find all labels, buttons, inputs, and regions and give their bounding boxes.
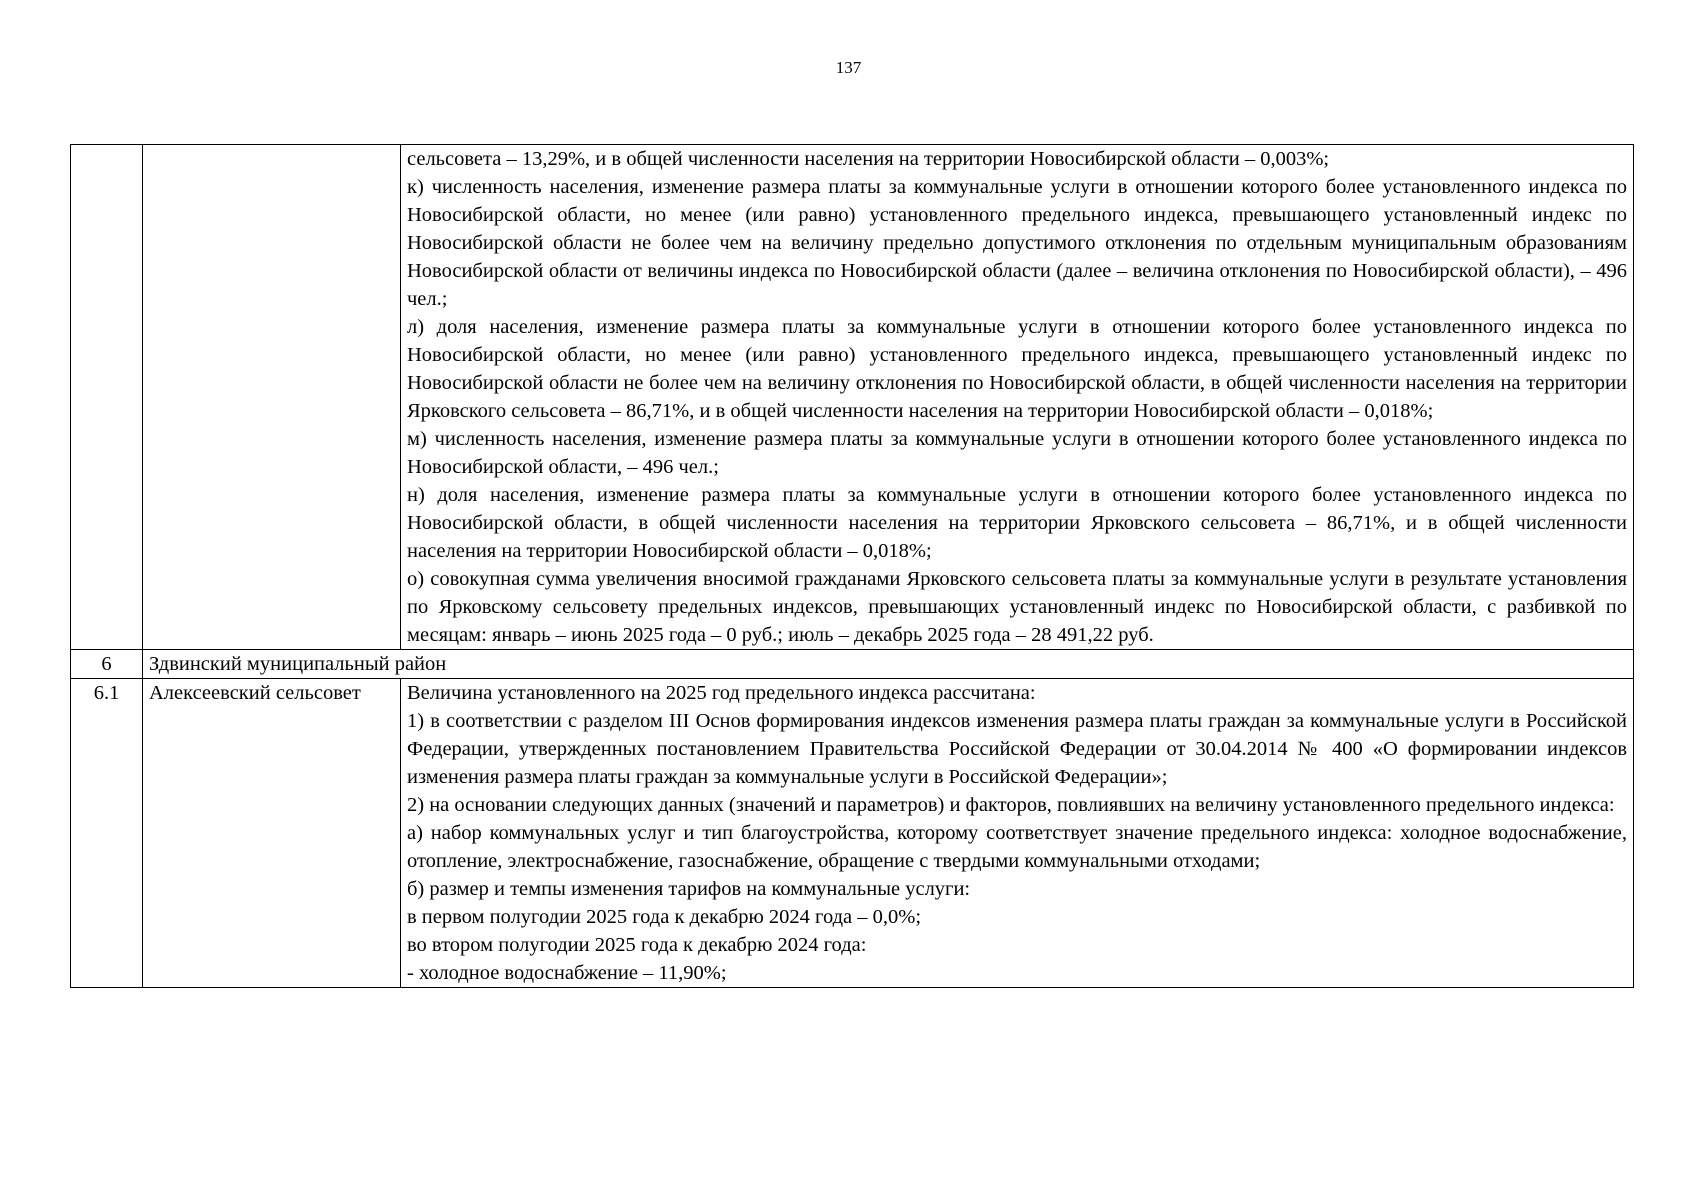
document-table <box>70 144 1634 988</box>
row-number-cell <box>71 145 143 650</box>
district-name-cell: Здвинский муниципальный район <box>143 650 1634 679</box>
municipality-name-cell: Алексеевский сельсовет <box>143 679 401 988</box>
paragraph: 1) в соответствии с разделом III Основ формирования индексов изменения размера платы граждан за коммунальные услуги в Российской Федерации, утвержденных постановлением Правительства Российской Федерации от 30.04.2014 № 400 «О формировании индексов изменения размера платы граждан за коммунальные услуги в Российской Федерации»; <box>407 710 1627 788</box>
table-row-district <box>71 650 1634 679</box>
paragraph: к) численность населения, изменение размера платы за коммунальные услуги в отношении которого более установленного индекса по Новосибирской области, но менее (или равно) установленного предельного индекса, превышающего установленный индекс по Новосибирской области не более чем на величину предельно допустимого отклонения по отдельным муниципальным образованиям Новосибирской области от величины индекса по Новосибирской области (далее – величина отклонения по Новосибирской области), – 496 чел.; <box>407 176 1627 310</box>
page-number: 137 <box>835 58 862 77</box>
table-row-continuation <box>71 145 1634 650</box>
paragraph: в первом полугодии 2025 года к декабрю 2024 года – 0,0%; <box>407 906 922 928</box>
paragraph: а) набор коммунальных услуг и тип благоустройства, которому соответствует значение предельного индекса: холодное водоснабжение, отопление, электроснабжение, газоснабжение, обращение с твердыми коммунальными отходами; <box>407 822 1627 872</box>
paragraph: л) доля населения, изменение размера платы за коммунальные услуги в отношении которого более установленного индекса по Новосибирской области, но менее (или равно) установленного предельного индекса, превышающего установленный индекс по Новосибирской области не более чем на величину отклонения по Новосибирской области, в общей численности населения на территории Ярковского сельсовета – 86,71%, и в общей численности населения на территории Новосибирской области – 0,018%; <box>407 316 1627 422</box>
paragraph: м) численность населения, изменение размера платы за коммунальные услуги в отношении которого более установленного индекса по Новосибирской области, – 496 чел.; <box>407 428 1627 478</box>
row-number-cell: 6 <box>71 650 143 679</box>
paragraph: 2) на основании следующих данных (значений и параметров) и факторов, повлиявших на величину установленного предельного индекса: <box>407 794 1615 816</box>
paragraph: - холодное водоснабжение – 11,90%; <box>407 962 727 984</box>
paragraph: Величина установленного на 2025 год предельного индекса рассчитана: <box>407 682 1036 704</box>
paragraph: н) доля населения, изменение размера платы за коммунальные услуги в отношении которого более установленного индекса по Новосибирской области, в общей численности населения на территории Ярковского сельсовета – 86,71%, и в общей численности населения на территории Новосибирской области – 0,018%; <box>407 484 1627 562</box>
description-cell <box>401 679 1634 988</box>
paragraph: б) размер и темпы изменения тарифов на коммунальные услуги: <box>407 878 971 900</box>
paragraph: во втором полугодии 2025 года к декабрю 2024 года: <box>407 934 867 956</box>
paragraph: сельсовета – 13,29%, и в общей численности населения на территории Новосибирской области – 0,003%; <box>407 148 1330 170</box>
description-cell <box>401 145 1634 650</box>
table-row-municipality <box>71 679 1634 988</box>
municipality-name-cell <box>143 145 401 650</box>
row-number-cell: 6.1 <box>71 679 143 988</box>
paragraph: о) совокупная сумма увеличения вносимой гражданами Ярковского сельсовета платы за коммунальные услуги в результате установления по Ярковскому сельсовету предельных индексов, превышающих установленный индекс по Новосибирской области, с разбивкой по месяцам: январь – июнь 2025 года – 0 руб.; июль – декабрь 2025 года – 28 491,22 руб. <box>407 568 1627 646</box>
